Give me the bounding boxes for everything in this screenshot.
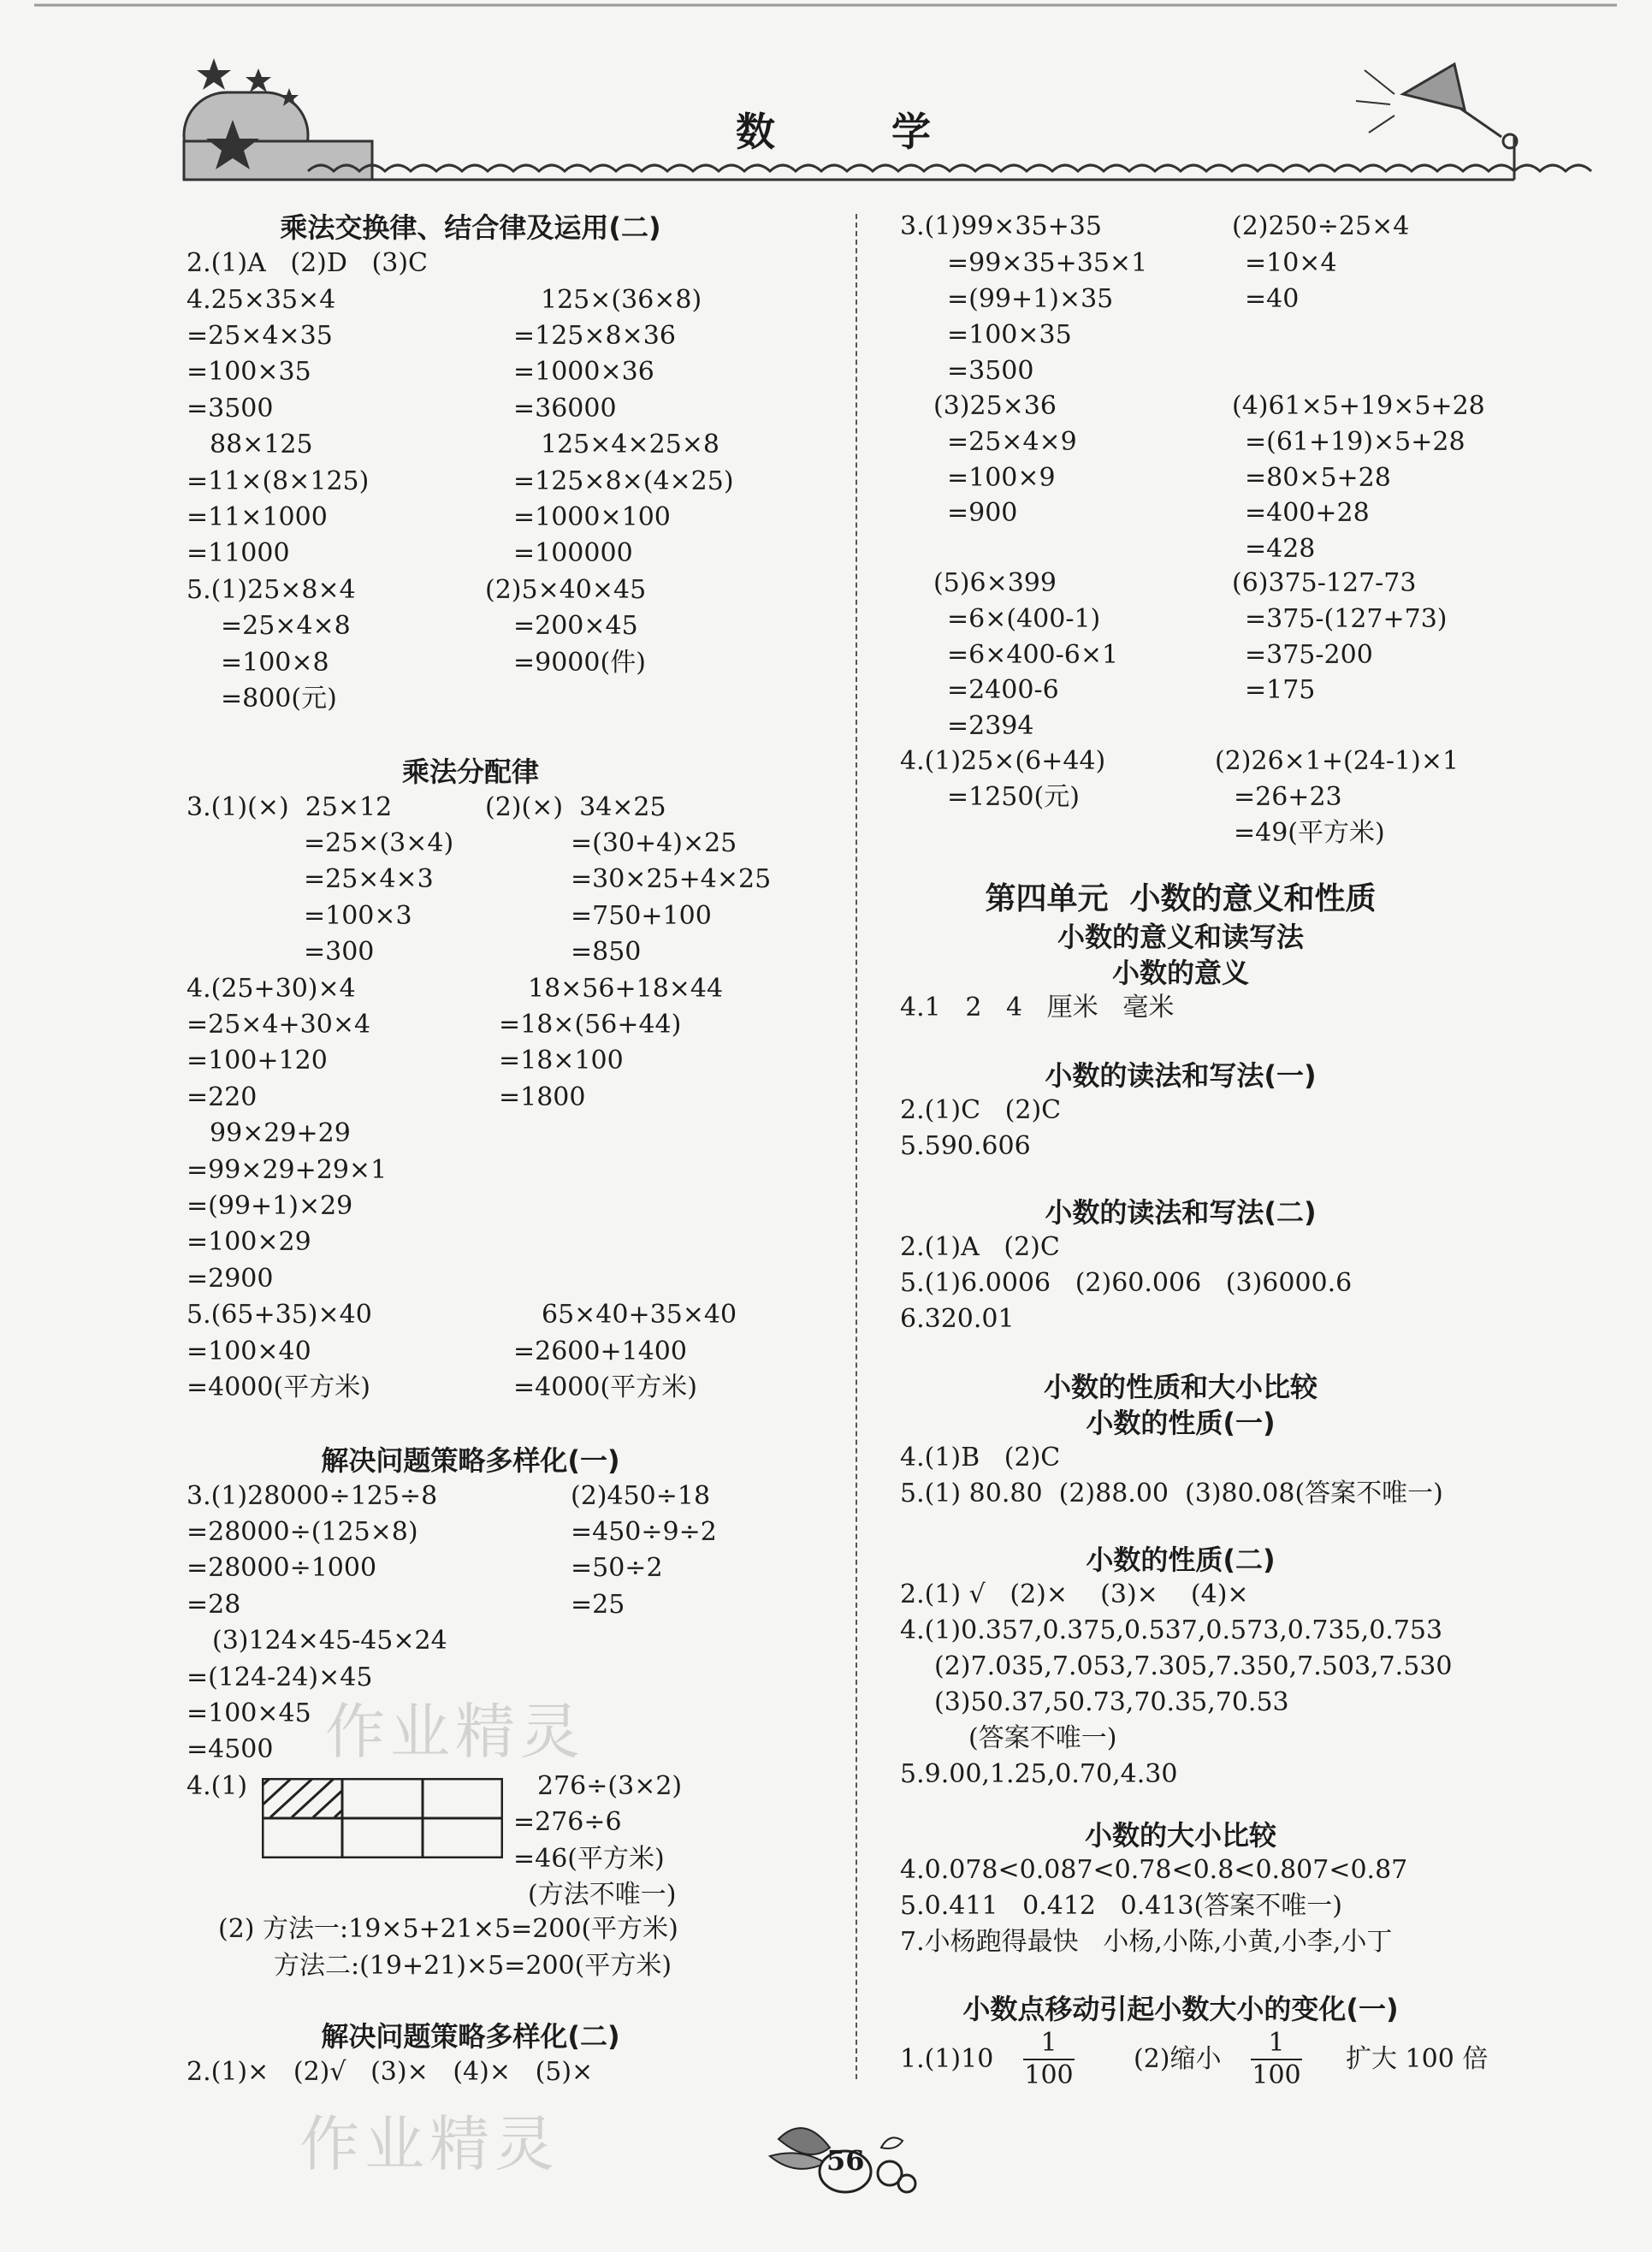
answer-line: =100000: [513, 538, 633, 568]
page-number: 56: [826, 2144, 865, 2177]
answer-line: 7.小杨跑得最快 小杨,小陈,小黄,小李,小丁: [900, 1927, 1393, 1957]
shaded-cell: [262, 1778, 377, 1817]
answer-line: =50÷2: [571, 1553, 663, 1583]
answer-line: =(61+19)×5+28: [1245, 427, 1465, 457]
footer-ornament: [761, 2088, 933, 2199]
answer-line: 276÷(3×2): [537, 1771, 683, 1801]
answer-line: (2)7.035,7.053,7.305,7.350,7.503,7.530: [934, 1651, 1453, 1681]
answer-line: =175: [1245, 675, 1316, 705]
star-icon: [246, 68, 271, 92]
area-grid-diagram: [262, 1778, 503, 1858]
answer-line: =900: [947, 498, 1018, 528]
answer-line: =276÷6: [513, 1807, 622, 1837]
answer-line: =375-200: [1245, 640, 1373, 670]
answer-line: (2)450÷18: [571, 1481, 711, 1511]
answer-line: 5.9.00,1.25,0.70,4.30: [900, 1759, 1178, 1789]
answer-line: (2)5×40×45: [485, 575, 647, 605]
answer-line: =2394: [947, 711, 1034, 741]
answer-line: =11000: [187, 538, 290, 568]
answer-line: 5.(1)25×8×4: [187, 575, 356, 605]
answer-line: 125×4×25×8: [541, 430, 720, 459]
answer-line: =100×3: [304, 901, 412, 931]
answer-line: 5.(1)6.0006 (2)60.006 (3)6000.6: [900, 1268, 1353, 1298]
answer-line: =4000(平方米): [513, 1372, 697, 1402]
section-heading: 乘法分配律: [401, 756, 539, 788]
answer-line: =100×35: [187, 357, 311, 387]
answer-line: 4.(1)B (2)C: [900, 1443, 1061, 1473]
answer-line: =375-(127+73): [1245, 604, 1448, 634]
answer-line: =100+120: [187, 1046, 328, 1076]
answer-line: =450÷9÷2: [571, 1517, 717, 1547]
answer-line: =25: [571, 1590, 625, 1620]
answer-line: =220: [187, 1082, 258, 1112]
answer-line: =25×4+30×4: [187, 1010, 371, 1040]
fraction: $\frac{1}{100}$: [1252, 2028, 1301, 2090]
answer-line: 2.(1) √ (2)× (3)× (4)×: [900, 1579, 1249, 1609]
answer-line: =850: [571, 937, 642, 967]
section-heading: 乘法交换律、结合律及运用(二): [280, 211, 661, 244]
answer-line: =2900: [187, 1264, 274, 1294]
answer-line: =100×35: [947, 320, 1072, 350]
section-heading: 小数点移动引起小数大小的变化(一): [962, 1993, 1399, 2025]
answer-line: =11×1000: [187, 502, 328, 532]
answer-line: 6.320.01: [900, 1304, 1015, 1334]
answer-line: =25×4×9: [947, 427, 1077, 457]
answer-line: 99×29+29: [210, 1118, 351, 1148]
answer-line: =3500: [947, 356, 1034, 386]
answer-line: =3500: [187, 394, 274, 424]
section-heading: 小数的读法和写法(一): [1045, 1059, 1317, 1092]
answer-line: (2)缩小: [1134, 2044, 1222, 2074]
answer-line: =30×25+4×25: [571, 864, 772, 894]
answer-line: 2.(1)A (2)D (3)C: [187, 248, 428, 278]
answer-line: 3.(1)99×35+35: [900, 211, 1102, 241]
star-icon: [197, 58, 231, 90]
answer-line: 4.1 2 4 厘米 毫米: [900, 993, 1175, 1022]
answer-line: 1.(1)10: [900, 2044, 994, 2074]
answer-line: =200×45: [513, 611, 638, 641]
section-heading: 小数的意义和读写法: [1057, 921, 1304, 953]
answer-line: =750+100: [571, 901, 712, 931]
answer-line: =428: [1245, 534, 1316, 564]
watermark: 作业精灵: [325, 1697, 585, 1767]
answer-line: =300: [304, 937, 375, 967]
answer-line: =(124-24)×45: [187, 1662, 373, 1692]
answer-line: =1250(元): [947, 782, 1080, 812]
answer-line: =99×29+29×1: [187, 1155, 388, 1185]
answer-line: (2)(×) 34×25: [485, 792, 666, 822]
answer-line: (方法不唯一): [528, 1880, 677, 1910]
answer-line: =100×8: [221, 648, 329, 678]
answer-line: =4500: [187, 1734, 274, 1764]
answer-line: 4.0.078<0.087<0.78<0.8<0.807<0.87: [900, 1855, 1408, 1885]
fraction: $\frac{1}{100}$: [1024, 2028, 1074, 2090]
section-heading: 解决问题策略多样化(二): [321, 2020, 620, 2053]
answer-line: =26+23: [1234, 782, 1342, 812]
unit-heading: 第四单元 小数的意义和性质: [985, 881, 1377, 916]
section-heading: 小数的读法和写法(二): [1045, 1196, 1317, 1229]
answer-line: 4.(25+30)×4: [187, 974, 356, 1004]
answer-line: 5.0.411 0.412 0.413(答案不唯一): [900, 1891, 1342, 1921]
answer-line: 4.25×35×4: [187, 285, 336, 315]
answer-line: =100×29: [187, 1227, 311, 1257]
answer-line: =10×4: [1245, 248, 1337, 278]
answer-line: =25×4×35: [187, 321, 333, 351]
answer-line: =(99+1)×35: [947, 284, 1114, 314]
answer-line: =6×(400-1): [947, 604, 1101, 634]
lamp-icon: [1356, 64, 1517, 148]
answer-line: (6)375-127-73: [1232, 568, 1417, 598]
answer-line: 88×125: [210, 430, 313, 459]
answer-line: 扩大 100 倍: [1346, 2044, 1489, 2074]
section-heading: 小数的性质(二): [1086, 1544, 1276, 1576]
answer-line: =2400-6: [947, 675, 1059, 705]
section-heading: 小数的性质和大小比较: [1043, 1371, 1317, 1403]
answer-line: =400+28: [1245, 498, 1370, 528]
answer-line: =36000: [513, 394, 617, 424]
answer-line: =9000(件): [513, 648, 646, 678]
answer-line: 125×(36×8): [541, 285, 702, 315]
answer-line: (5)6×399: [933, 568, 1057, 598]
answer-line: 2.(1)A (2)C: [900, 1232, 1060, 1262]
answer-line: =25×4×8: [221, 611, 351, 641]
answer-line: (3)124×45-45×24: [212, 1626, 447, 1656]
answer-line: 3.(1)28000÷125÷8: [187, 1481, 438, 1511]
answer-line: =40: [1245, 284, 1300, 314]
answer-line: =18×100: [499, 1046, 624, 1076]
column-divider: [856, 214, 857, 2079]
answer-line: =800(元): [221, 684, 337, 714]
answer-line: =49(平方米): [1234, 818, 1385, 848]
answer-line: 5.(65+35)×40: [187, 1300, 372, 1330]
page-title: 数 学: [736, 109, 983, 155]
answer-line: =1000×100: [513, 502, 671, 532]
answer-line: 4.(1)0.357,0.375,0.537,0.573,0.735,0.753: [900, 1615, 1443, 1645]
wave-border: [308, 165, 1591, 171]
butterfly-icon: [779, 2128, 830, 2154]
answer-line: 5.590.606: [900, 1131, 1031, 1161]
answer-line: =100×9: [947, 463, 1056, 493]
answer-line: =6×400-6×1: [947, 640, 1119, 670]
answer-line: 65×40+35×40: [542, 1300, 737, 1330]
answer-line: 5.(1) 80.80 (2)88.00 (3)80.08(答案不唯一): [900, 1479, 1443, 1508]
answer-line: =25×(3×4): [304, 828, 454, 858]
answer-line: (2) 方法一:19×5+21×5=200(平方米): [218, 1914, 678, 1944]
answer-line: (答案不唯一): [968, 1723, 1117, 1753]
answer-line: (3)25×36: [933, 391, 1057, 421]
answer-line: (2)250÷25×4: [1232, 211, 1410, 241]
answer-line: =28000÷(125×8): [187, 1517, 418, 1547]
answer-line: (3)50.37,50.73,70.35,70.53: [934, 1687, 1289, 1717]
section-heading: 解决问题策略多样化(一): [321, 1444, 620, 1477]
answer-line: 4.(1)25×(6+44): [900, 746, 1106, 776]
answer-line: 3.(1)(×) 25×12: [187, 792, 393, 822]
section-heading: 小数的性质(一): [1086, 1407, 1276, 1439]
section-heading: 小数的意义: [1111, 957, 1249, 989]
answer-line: =100×40: [187, 1336, 311, 1366]
answer-line: 18×56+18×44: [528, 974, 724, 1004]
answer-line: =2600+1400: [513, 1336, 687, 1366]
answer-line: =1000×36: [513, 357, 654, 387]
answer-line: =11×(8×125): [187, 466, 370, 496]
answer-line: (2)26×1+(24-1)×1: [1215, 746, 1460, 776]
answer-line: =100×45: [187, 1698, 311, 1728]
answer-line: =125×8×(4×25): [513, 466, 734, 496]
answer-line: (4)61×5+19×5+28: [1232, 391, 1485, 421]
answer-line: =25×4×3: [304, 864, 434, 894]
answer-line: 2.(1)C (2)C: [900, 1095, 1062, 1125]
answer-line: =80×5+28: [1245, 463, 1391, 493]
answer-line: =99×35+35×1: [947, 248, 1148, 278]
section-heading: 小数的大小比较: [1084, 1819, 1276, 1852]
answer-line: 方法二:(19+21)×5=200(平方米): [274, 1951, 672, 1981]
answer-line: =(99+1)×29: [187, 1191, 353, 1221]
answer-line: 4.(1): [187, 1771, 248, 1801]
answer-line: =28: [187, 1590, 241, 1620]
answer-line: =4000(平方米): [187, 1372, 370, 1402]
watermark: 作业精灵: [299, 2109, 560, 2179]
answer-line: 2.(1)× (2)√ (3)× (4)× (5)×: [187, 2057, 594, 2087]
answer-line: =1800: [499, 1082, 586, 1112]
answer-line: =125×8×36: [513, 321, 676, 351]
answer-line: =18×(56+44): [499, 1010, 682, 1040]
answer-line: =28000÷1000: [187, 1553, 377, 1583]
answer-line: =46(平方米): [513, 1844, 665, 1874]
answer-line: =(30+4)×25: [571, 828, 737, 858]
